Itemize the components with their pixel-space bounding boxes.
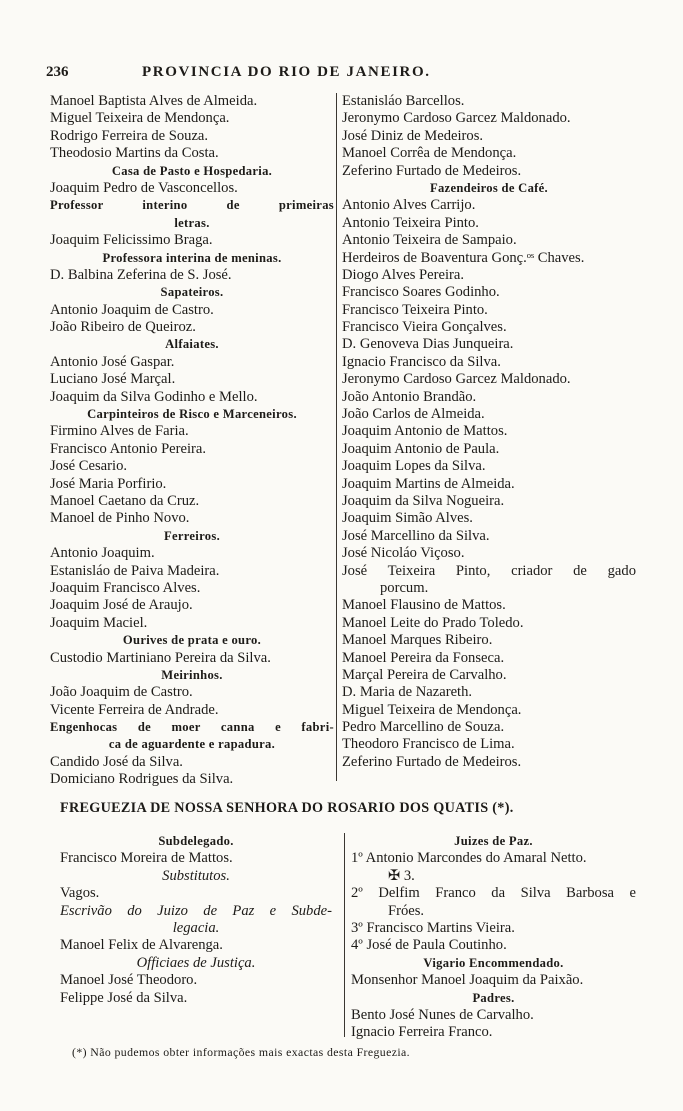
section-subheading: Meirinhos. (161, 667, 223, 682)
list-entry: Antonio Teixeira de Sampaio. (342, 232, 517, 249)
list-entry: Custodio Martiniano Pereira da Silva. (50, 649, 271, 666)
list-entry: Antonio Teixeira Pinto. (342, 214, 479, 231)
section-subheading: Carpinteiros de Risco e Marceneiros. (87, 407, 297, 422)
section-subheading: Ourives de prata e ouro. (122, 633, 262, 648)
list-entry: Francisco Teixeira Pinto. (342, 301, 488, 318)
list-entry: José Nicoláo Viçoso. (342, 545, 465, 562)
list-entry: Miguel Teixeira de Mendonça. (50, 110, 230, 127)
list-entry: Candido José da Silva. (50, 753, 183, 770)
right-column (340, 93, 636, 771)
list-entry: 2º Delfim Franco da Silva Barbosa e (351, 885, 636, 902)
list-entry: Ignacio Francisco da Silva. (342, 353, 501, 370)
list-entry: Zeferino Furtado de Medeiros. (342, 753, 522, 770)
list-entry: Ignacio Ferreira Franco. (351, 1024, 493, 1041)
list-entry: Manoel José Theodoro. (60, 972, 198, 989)
list-entry: Rodrigo Ferreira de Souza. (50, 127, 209, 144)
section-subheading: Officiaes de Justiça. (136, 954, 256, 971)
section-subheading: Padres. (472, 990, 515, 1005)
list-entry: Diogo Alves Pereira. (342, 266, 464, 283)
list-entry: Francisco Antonio Pereira. (50, 440, 207, 457)
column-divider (336, 93, 337, 781)
section-subheading: letras. (174, 215, 210, 230)
list-entry: Firmino Alves de Faria. (50, 423, 189, 440)
left-column (50, 93, 334, 789)
list-entry: Pedro Marcellino de Souza. (342, 719, 505, 736)
list-entry: Antonio Alves Carrijo. (342, 197, 476, 214)
list-entry: Joaquim Maciel. (50, 614, 148, 631)
list-entry: 3º Francisco Martins Vieira. (351, 919, 515, 936)
list-entry: Joaquim Antonio de Mattos. (342, 423, 508, 440)
section-subheading: Escrivão do Juizo de Paz e Subde- (60, 902, 332, 919)
list-entry: Zeferino Furtado de Medeiros. (342, 162, 522, 179)
list-entry: João Ribeiro de Queiroz. (50, 319, 196, 336)
section-subheading: ca de aguardente e rapadura. (108, 737, 276, 752)
list-entry: D. Balbina Zeferina de S. José. (50, 266, 232, 283)
section-subheading: Professora interina de meninas. (102, 250, 282, 265)
list-entry: Monsenhor Manoel Joaquim da Paixão. (351, 972, 584, 989)
list-entry: Joaquim Pedro de Vasconcellos. (50, 179, 238, 196)
section-subheading: legacia. (172, 919, 220, 936)
list-entry: Joaquim Lopes da Silva. (342, 458, 486, 475)
list-entry: Manoel Marques Ribeiro. (342, 632, 493, 649)
list-entry: D. Genoveva Dias Junqueira. (342, 336, 514, 353)
section-subheading: Casa de Pasto e Hospedaria. (111, 163, 273, 178)
list-entry: Antonio Joaquim. (50, 545, 155, 562)
list-entry: D. Maria de Nazareth. (342, 684, 473, 701)
list-entry: João Joaquim de Castro. (50, 684, 193, 701)
section-subheading: Subdelegado. (158, 834, 234, 848)
list-entry: Bento José Nunes de Carvalho. (351, 1006, 534, 1023)
section-subheading: Fazendeiros de Café. (429, 180, 549, 195)
list-entry: Jeronymo Cardoso Garcez Maldonado. (342, 110, 571, 127)
list-entry: Joaquim da Silva Godinho e Mello. (50, 388, 258, 405)
list-entry: Domiciano Rodrigues da Silva. (50, 771, 234, 788)
lower-column-divider (344, 833, 345, 1037)
section-subheading: Alfaiates. (165, 337, 219, 352)
list-entry: Jeronymo Cardoso Garcez Maldonado. (342, 371, 571, 388)
list-entry: Manoel Flausino de Mattos. (342, 597, 506, 614)
list-entry: Francisco Soares Godinho. (342, 284, 500, 301)
list-entry: Theodoro Francisco de Lima. (342, 736, 515, 753)
list-entry: João Antonio Brandão. (342, 388, 477, 405)
section-subheading: Substitutos. (162, 867, 230, 884)
list-entry: José Diniz de Medeiros. (342, 127, 484, 144)
list-entry: Theodosio Martins da Costa. (50, 145, 219, 162)
list-entry: 1º Antonio Marcondes do Amaral Netto. (351, 850, 587, 867)
list-entry: Felippe José da Silva. (60, 989, 188, 1006)
list-entry: Estanisláo Barcellos. (342, 93, 465, 109)
list-entry: Miguel Teixeira de Mendonça. (342, 701, 522, 718)
section-subheading: Ferreiros. (163, 528, 221, 543)
list-entry: 4º José de Paula Coutinho. (351, 937, 507, 954)
list-entry: Estanisláo de Paiva Madeira. (50, 562, 220, 579)
list-entry: Joaquim Martins de Almeida. (342, 475, 515, 492)
section-subheading: Engenhocas de moer canna e fabri- (50, 720, 334, 735)
list-entry: Vicente Ferreira de Andrade. (50, 701, 219, 718)
list-entry: Joaquim José de Araujo. (50, 597, 193, 614)
list-entry: Manoel Caetano da Cruz. (50, 492, 200, 509)
list-entry: João Carlos de Almeida. (342, 406, 485, 423)
list-entry: Antonio Joaquim de Castro. (50, 301, 214, 318)
list-entry: José Maria Porfirio. (50, 475, 167, 492)
section-subheading: Juizes de Paz. (454, 834, 533, 848)
section-subheading: Professor interino de primeiras (50, 198, 334, 213)
list-entry: Manoel Pereira da Fonseca. (342, 649, 505, 666)
section-subheading: Sapateiros. (160, 285, 224, 300)
list-entry: Francisco Moreira de Mattos. (60, 850, 233, 867)
list-entry: Manoel Corrêa de Mendonça. (342, 145, 517, 162)
list-entry: Marçal Pereira de Carvalho. (342, 666, 507, 683)
list-entry: ✠ 3. (388, 867, 415, 884)
list-entry: Manoel Leite do Prado Toledo. (342, 614, 524, 631)
running-head (46, 64, 636, 86)
list-entry: Herdeiros de Boaventura Gonç.ᵒˢ Chaves. (342, 249, 585, 266)
list-entry: Luciano José Marçal. (50, 371, 176, 388)
list-entry: Joaquim Francisco Alves. (50, 579, 201, 596)
parish-heading: FREGUEZIA DE NOSSA SENHORA DO ROSARIO DOS QUATIS (*). (60, 800, 514, 816)
list-entry: Joaquim Felicissimo Braga. (50, 232, 213, 249)
list-entry: Manoel de Pinho Novo. (50, 510, 190, 527)
list-entry: Vagos. (60, 885, 100, 902)
page-number: 236 (46, 64, 69, 80)
list-entry: porcum. (380, 579, 429, 596)
list-entry: Francisco Vieira Gonçalves. (342, 319, 507, 336)
list-entry: José Teixeira Pinto, criador de gado (342, 562, 636, 579)
section-subheading: Vigario Encommendado. (423, 955, 564, 970)
list-entry: Manoel Baptista Alves de Almeida. (50, 93, 258, 109)
lower-right-column (348, 833, 636, 1042)
list-entry: Joaquim da Silva Nogueira. (342, 492, 505, 509)
list-entry: Fróes. (388, 902, 425, 919)
list-entry: Antonio José Gaspar. (50, 353, 175, 370)
running-title: PROVINCIA DO RIO DE JANEIRO. (142, 64, 431, 80)
list-entry: Manoel Felix de Alvarenga. (60, 937, 223, 954)
list-entry: Joaquim Antonio de Paula. (342, 440, 500, 457)
list-entry: Joaquim Simão Alves. (342, 510, 473, 527)
lower-left-column (60, 833, 332, 1007)
footnote: (*) Não pudemos obter informações mais exactas desta Freguezia. (72, 1045, 411, 1059)
list-entry: José Marcellino da Silva. (342, 527, 490, 544)
list-entry: José Cesario. (50, 458, 128, 475)
